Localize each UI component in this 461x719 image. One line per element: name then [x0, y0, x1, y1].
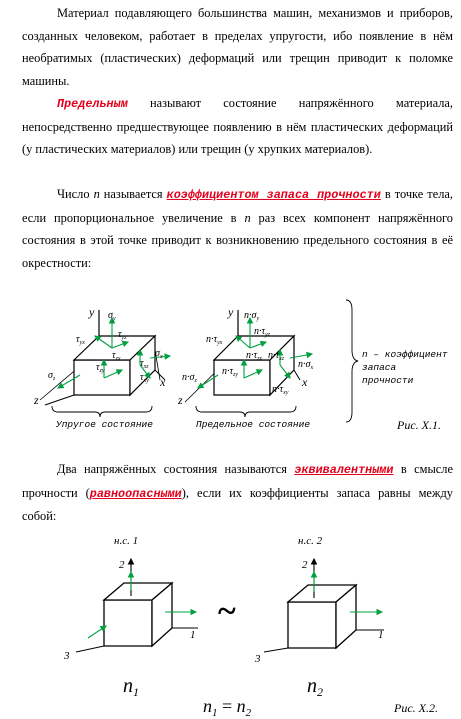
label-tau-zy: $\tau_{zy}$	[96, 362, 105, 374]
label-n-sigma-z: $n\cdot\sigma_z$	[182, 372, 197, 384]
label-ns2: н.с. 2	[298, 535, 323, 547]
brace-big	[346, 300, 358, 422]
axis-x-label: x	[160, 375, 166, 389]
label-sigma-x: $\sigma_x$	[155, 348, 163, 360]
svg-text:запаса: запаса	[362, 362, 397, 373]
axis-2-label: 2	[302, 559, 308, 571]
label-n-tau-yz: $n\cdot\tau_{yz}$	[254, 326, 271, 338]
symbol-n: n	[244, 210, 251, 225]
text-part: ), если их коэффициенты запаса равны между собой:	[22, 485, 453, 524]
equivalence-tilde: ~	[218, 593, 236, 630]
caption-limit: Предельное состояние	[196, 419, 311, 430]
axis-z-label: z	[34, 393, 39, 407]
label-tau-zx: $\tau_{zx}$	[112, 350, 121, 362]
figure-2-label: Рис. X.2.	[394, 701, 438, 715]
term-equivalent: эквивалентными	[294, 463, 394, 477]
label-n-tau-zx: $n\cdot\tau_{zx}$	[246, 350, 263, 362]
label-sigma-y: $\sigma_y$	[108, 310, 116, 322]
label-tau-yx: $\tau_{yx}$	[76, 334, 85, 346]
paragraph-text: Материал подавляющего большинства машин, механизмов и приборов, созданных человеком, работает в пределах упругости, ибо появление в нём необратимых (пластических) деформаций или трещин приводит к поломке машины.	[22, 6, 453, 88]
axis-y-label: y	[228, 305, 234, 319]
term-safety-factor: коэффициентом запаса прочности	[166, 188, 381, 202]
text-part: в точке тела, если пропорциональное увеличение в	[22, 187, 453, 225]
paragraph-equivalent	[22, 458, 453, 528]
n2-label: $n_2$	[307, 675, 323, 699]
label-tau-xz: $\tau_{xz}$	[140, 358, 149, 370]
label-n-tau-yx: $n\cdot\tau_{yx}$	[206, 334, 223, 346]
svg-text:прочности: прочности	[362, 375, 414, 386]
elastic-state-cube	[40, 310, 170, 405]
axis-3-label: 3	[64, 650, 70, 662]
term-equally-dangerous: равноопасными	[89, 486, 182, 501]
safety-factor-note	[362, 349, 448, 386]
figure-1-label: Рис. X.1.	[397, 418, 441, 432]
equation-n1-eq-n2: $n_1 = n_2$	[203, 696, 252, 719]
axis-x-label: x	[302, 375, 308, 389]
axis-z-label: z	[178, 393, 183, 407]
text-part: Два напряжённых состояния называются	[57, 462, 295, 476]
text-part: называется	[99, 187, 167, 201]
brace-left	[52, 406, 152, 417]
label-n-tau-xz: $n\cdot\tau_{xz}$	[268, 350, 285, 362]
label-ns1: н.с. 1	[114, 535, 139, 547]
axis-1-label: 1	[378, 629, 384, 641]
text-part: Число	[57, 187, 94, 201]
label-tau-yz: $\tau_{yz}$	[118, 329, 127, 341]
text-part: раз всех компонент напряжённого состояния в этой точке приводит к возникновению предельного состояния в её окрестности:	[22, 210, 453, 270]
paragraph-text: называют состояние напряжённого материала, непосредственно предшествующее появлению в нём пластических деформаций (у пластических материалов) или трещин (у хрупких материалов).	[22, 96, 453, 157]
caption-elastic: Упругое состояние	[56, 419, 153, 430]
label-n-tau-zy: $n\cdot\tau_{zy}$	[222, 366, 239, 378]
symbol-n: n	[93, 187, 100, 201]
label-n-tau-xy: $n\cdot\tau_{xy}$	[272, 384, 289, 396]
label-sigma-z: $\sigma_z$	[48, 370, 56, 382]
label-n-sigma-y: $n\cdot\sigma_y$	[244, 310, 260, 322]
term-limit: Предельным	[57, 97, 128, 111]
axis-3-label: 3	[255, 653, 261, 665]
axis-y-label: y	[89, 305, 95, 319]
text-part: в смысле прочности (	[22, 462, 453, 500]
axis-1-label: 1	[190, 629, 196, 641]
svg-text:n – коэффициент: n – коэффициент	[362, 349, 448, 360]
label-tau-xy: $\tau_{xy}$	[140, 372, 149, 384]
n1-label: $n_1$	[123, 675, 139, 699]
label-n-sigma-x: $n\cdot\sigma_x$	[298, 359, 314, 371]
axis-2-label: 2	[119, 559, 125, 571]
brace-right	[196, 406, 296, 417]
